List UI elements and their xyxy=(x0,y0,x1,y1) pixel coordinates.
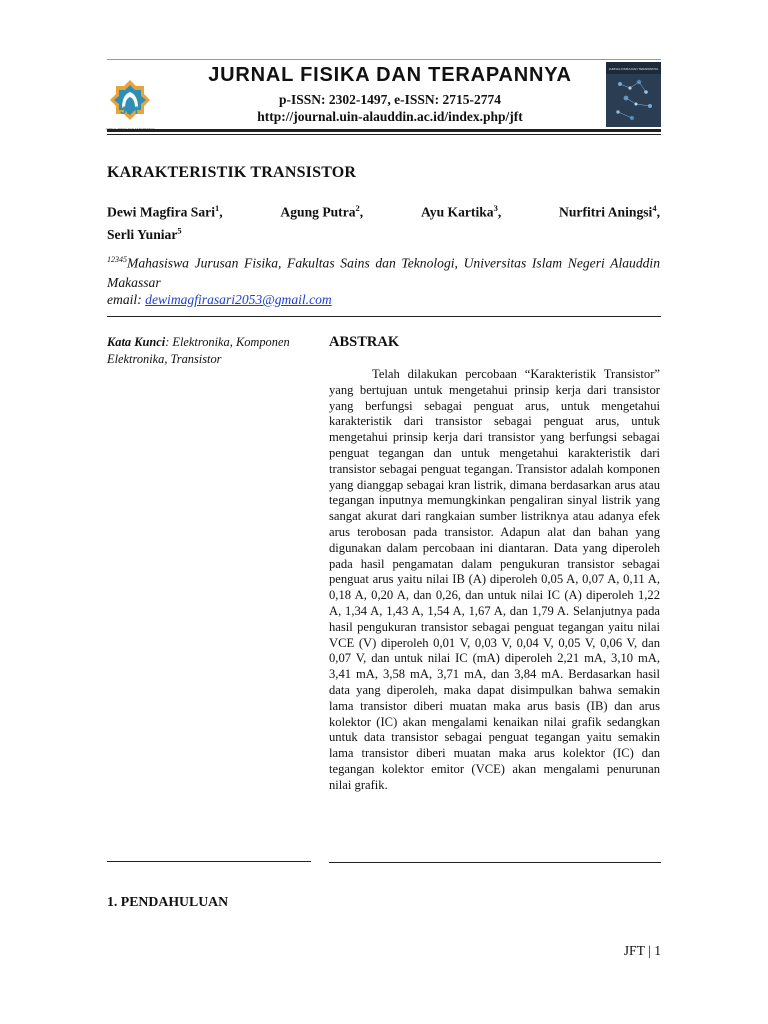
issn-line: p-ISSN: 2302-1497, e-ISSN: 2715-2774 xyxy=(278,92,501,107)
header-top-rule xyxy=(107,59,661,60)
journal-logo xyxy=(105,78,155,136)
email-link[interactable]: dewimagfirasari2053@gmail.com xyxy=(145,292,332,307)
author-item: Dewi Magfira Sari$^1$, xyxy=(107,203,223,220)
author-item: Nurfitri Aningsi$^4$, xyxy=(559,203,660,220)
author-item: Agung Putra$^2$, xyxy=(280,203,364,220)
author-item: Ayu Kartika$^3$, xyxy=(420,203,502,220)
author-list xyxy=(107,199,660,244)
journal-cover-image xyxy=(606,62,661,127)
abstract-bottom-rule xyxy=(329,862,661,863)
meta-divider-rule xyxy=(107,316,661,317)
header-bottom-rule-thick xyxy=(107,129,661,132)
article-title: KARAKTERISTIK TRANSISTOR xyxy=(107,164,357,181)
abstract-heading: ABSTRAK xyxy=(329,334,400,350)
journal-title: JURNAL FISIKA DAN TERAPANNYA xyxy=(208,64,572,86)
affiliation xyxy=(107,250,660,293)
logo-text: JFT xyxy=(120,105,140,117)
section-heading: 1. PENDAHULUAN xyxy=(107,894,229,909)
keywords-bottom-rule xyxy=(107,861,311,862)
author-item: Serli Yuniar$^5$ xyxy=(107,225,182,243)
journal-url[interactable]: http://journal.uin-alauddin.ac.id/index.php/jft xyxy=(257,109,523,124)
page-footer: JFT | 1 xyxy=(623,943,661,958)
abstract-body: Telah dilakukan percobaan “Karakteristik Transistor” yang bertujuan untuk mengetahui prinsip kerja dari transistor yang berfungsi sebagai penguat arus, untuk mengetahui karakteristik dari transistor sebagai penguat arus, untuk mengetahui prinsip kerja dari transistor yang berfungsi sebagai penguat tegangan dan untuk mengetahui karakteristik dari transistor sebagai penguat tegangan. Transistor adalah komponen yang dianggap sebagai kran listrik, dimana berdasarkan arus atau tegangan inputnya memungkinkan pengaliran sinyal listrik yang sangat akurat dari rangkaian sumber listriknya atau adanya efek arus terobosan pada transistor. Adapun alat dan bahan yang digunakan dalam percobaan ini diantaran. Data yang diperoleh pada hasil pengamatan dalam pengukuran transistor sebagai penguat arus yaitu nilai IB (A) diperoleh 0,05 A, 0,07 A, 0,11 A, 0,18 A, 0,20 A, dan 0,26, dan untuk nilai IC (A) diperoleh 1,22 A, 1,34 A, 1,43 A, 1,54 A, 1,67 A, dan 1,79 A. Selanjutnya pada hasil pengukuran transistor sebagai penguat tegangan yaitu nilai VCE (V) diperoleh 0,01 V, 0,03 V, 0,04 V, 0,05 V, 0,06 V, dan 0,07 V, dan untuk nilai IC (mA) diperoleh 2,21 mA, 3,10 mA, 3,41 mA, 3,58 mA, 3,71 mA, dan 3,84 mA. Berdasarkan hasil data yang diperoleh, maka dapat disimpulkan bahwa semakin lama transistor diberi muatan maka arus basis (IB) dan arus kolektor (IC) akan mengalami kenaikan nilai grafik sedangkan untuk data transistor sebagai penguat tegangan yaitu semakin lama transistor diberi muatan maka arus kolektor (IC) dan tegangan kolektor emitor (VCE) akan mengalami penurunan nilai grafik. xyxy=(329,367,660,792)
keywords-text: : Elektronika, Komponen Elektronika, Transistor xyxy=(107,335,290,366)
keywords-block xyxy=(107,334,312,368)
affiliation-text: Mahasiswa Jurusan Fisika, Fakultas Sains dan Teknologi, Universitas Islam Negeri Alauddin Makassar xyxy=(107,255,660,291)
header-bottom-rule-thin xyxy=(107,134,661,135)
email-line xyxy=(107,292,332,308)
keywords-label: Kata Kunci xyxy=(107,335,166,349)
cover-title: JURNAL FISIKA DAN TERAPANNYA xyxy=(608,67,659,71)
affiliation-superscript: 12345 xyxy=(107,255,127,264)
email-label: email: xyxy=(107,292,142,307)
